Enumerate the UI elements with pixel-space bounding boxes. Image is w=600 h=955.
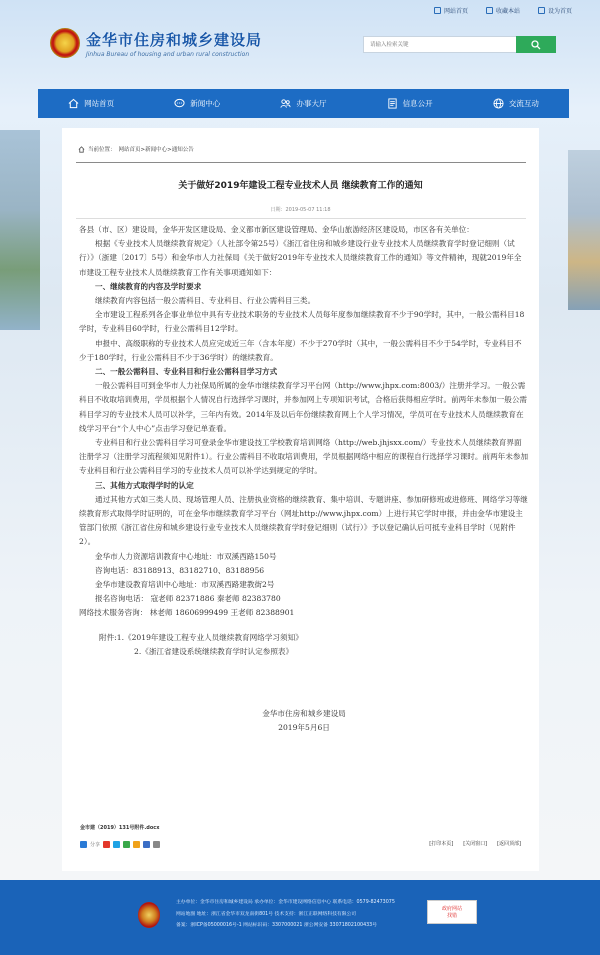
- city-background-right: [568, 150, 600, 310]
- wechat-icon[interactable]: [123, 841, 130, 848]
- top-link-home[interactable]: 网站首页: [434, 6, 468, 15]
- qzone-icon[interactable]: [133, 841, 140, 848]
- share-icon[interactable]: [80, 841, 87, 848]
- divider: [76, 162, 526, 163]
- chat-bubble-icon: [174, 98, 185, 109]
- paragraph: 专业科目和行业公需科目学习可登录金华市建设技工学校教育培训网络（http://web.jhjsxx.com/）专业技术人员继续教育界面注册学习（注册学习流程须知见附件1）。行业公需科目不收取培训费用，学员根据网络中相应的课程自行选择学习课时。前两年未参加专业科目和行业公需科目学习的专业技术人员可以补学达到规定的学时。: [79, 438, 529, 476]
- contact-line: 金华市人力资源培训教育中心地址：市双溪西路150号: [95, 551, 277, 561]
- attachment-link[interactable]: 2.《浙江省建设系统继续教育学时认定参照表》: [134, 646, 294, 656]
- nav-item-services[interactable]: 办事大厅: [280, 98, 326, 109]
- nav-item-info-disclosure[interactable]: 信息公开: [387, 98, 433, 109]
- paragraph: 通过其他方式如三类人员、现场管理人员、注册执业资格的继续教育、集中培训、专题讲座、参加研修班或进修班、网络学习等继续教育形式取得学时证明的，可在金华市继续教育学习平台（网址http://www.jhpx.com）上进行其它学时申报，并由金华市建设主管部门依照《浙江省住房和城乡建设行业专业技术人员继续教育学时登记细则（试行）》予以登记确认后可抵专业科目学时（见附件2）。: [79, 494, 528, 547]
- gov-site-error-report-badge[interactable]: 政府网站 找错: [427, 900, 477, 924]
- nav-item-interaction[interactable]: 交流互动: [493, 98, 539, 109]
- nav-item-news[interactable]: 新闻中心: [174, 98, 220, 109]
- article-panel: [62, 128, 539, 871]
- contact-line: 金华市建设教育培训中心地址：市双溪西路建教街2号: [95, 580, 275, 590]
- paragraph: 根据《专业技术人员继续教育规定》（人社部令第25号）《浙江省住房和城乡建设行业专业技术人员继续教育学时登记细则（试行）》（浙建〔2017〕5号）和金华市人力社保局《关于做好2019年专业技术人员继续教育工作的通知》等文件精神，现就2019年全市建设工程专业技术人员继续教育工作有关事项通知如下：: [79, 239, 522, 277]
- search-bar: [363, 36, 556, 53]
- search-icon: [531, 40, 541, 50]
- main-nav: [38, 89, 569, 118]
- globe-icon: [493, 98, 504, 109]
- section-heading: 一、继续教育的内容及学时要求: [95, 281, 202, 291]
- article-date: 日期：2019-05-07 11:18: [270, 207, 331, 213]
- signature-date: 2019年5月6日: [278, 723, 330, 733]
- paragraph: 各县（市、区）建设局，金华开发区建设局、金义都市新区建设管理局、金华山旅游经济区建设局，市区各有关单位：: [79, 225, 474, 234]
- site-title: 金华市住房和城乡建设局: [86, 30, 263, 49]
- search-input[interactable]: [363, 36, 516, 53]
- share-bar: 分享: [80, 841, 160, 848]
- print-button[interactable]: [打印本页]: [429, 841, 454, 847]
- qq-icon[interactable]: [113, 841, 120, 848]
- contact-line: 网络技术服务咨询： 林老师 18606999499 王老师 82388901: [79, 608, 295, 618]
- top-link-set-home[interactable]: 设为首页: [538, 6, 572, 15]
- city-background-left: [0, 130, 40, 330]
- party-emblem-icon: [138, 902, 160, 928]
- signature-org: 金华市住房和城乡建设局: [262, 709, 346, 719]
- bookmark-icon: [486, 7, 493, 14]
- paragraph: 一般公需科目可到金华市人力社保局所属的金华市继续教育学习平台网（http://www.jhpx.com:8003/）注册并学习。一般公需科目不收取培训费用，学员根据个人情况自行选择学习课时，并参加网上专项知识考试，合格后获得相应学时。前两年未参加一般公需科目学习的专业技术人员可以补学，三年内有效。2014年及以后年份继续教育网上个人学习情况，学员可在专业技术人员继续教育在线学习平台“个人中心”点击学习登记单查看。: [79, 381, 528, 433]
- article-title: 关于做好2019年建设工程专业技术人员 继续教育工作的通知: [178, 181, 423, 191]
- paragraph: 全市建设工程系列各企事业单位中具有专业技术职务的专业技术人员每年度参加继续教育不少于90学时，其中，一般公需科目18学时，专业科目60学时，行业公需科目12学时。: [79, 310, 525, 334]
- nav-item-home[interactable]: 网站首页: [68, 98, 114, 109]
- attachment-link[interactable]: 附件:1.《2019年建设工程专业人员继续教育网络学习须知》: [99, 632, 303, 642]
- document-icon: [387, 98, 398, 109]
- top-links: [434, 6, 572, 15]
- top-link-bookmark[interactable]: 收藏本站: [486, 6, 520, 15]
- site-subtitle: Jinhua Bureau of housing and urban rural construction: [86, 50, 250, 58]
- home-icon: [68, 98, 79, 109]
- people-icon: [280, 98, 291, 109]
- footer-info: 主办单位：金华市住房和城乡建设局 承办单位：金华市建设网络信息中心 联系电话：0579-82473075 网站地图 地址：浙江省金华市双龙南街801号 技术支持：浙江正联网络科技有限公司 备案：浙ICP备05000016号-1 网站标识码：3307000021 浙公网安备 33071802100433号: [176, 900, 395, 928]
- search-button[interactable]: [516, 36, 556, 53]
- close-window-button[interactable]: [关闭窗口]: [463, 841, 488, 847]
- divider: [76, 218, 526, 219]
- contact-line: 咨询电话：83188913、83182710、83188956: [95, 565, 265, 575]
- settings-icon: [538, 7, 545, 14]
- more-icon[interactable]: [153, 841, 160, 848]
- section-heading: 三、其他方式取得学时的认定: [95, 480, 194, 490]
- section-heading: 二、一般公需科目、专业科目和行业公需科目学习方式: [95, 367, 278, 377]
- paragraph: 申报中、高级职称的专业技术人员应完成近三年（含本年度）不少于270学时（其中，一般公需科目不少于54学时，专业科目不少于180学时，行业公需科目不少于36学时）的继续教育。: [79, 338, 522, 362]
- paragraph: 继续教育内容包括一般公需科目、专业科目、行业公需科目三类。: [95, 296, 316, 306]
- renren-icon[interactable]: [143, 841, 150, 848]
- national-emblem-icon: [50, 28, 80, 58]
- page-actions: [429, 840, 521, 847]
- back-to-top-button[interactable]: [返回顶部]: [497, 841, 521, 847]
- site-logo[interactable]: [50, 28, 262, 58]
- weibo-icon[interactable]: [103, 841, 110, 848]
- home-icon: [78, 146, 85, 153]
- footer: [0, 880, 600, 955]
- breadcrumb: 当前位置： 网站首页>新闻中心>通知公告: [78, 145, 194, 153]
- breadcrumb-path[interactable]: 网站首页>新闻中心>通知公告: [118, 147, 194, 153]
- article-body: [79, 223, 529, 736]
- contact-line: 报名咨询电话： 寇老师 82371886 秦老师 82383780: [95, 594, 281, 604]
- attachment-file-link[interactable]: 金市建（2019）131号附件.docx: [80, 825, 160, 831]
- home-icon: [434, 7, 441, 14]
